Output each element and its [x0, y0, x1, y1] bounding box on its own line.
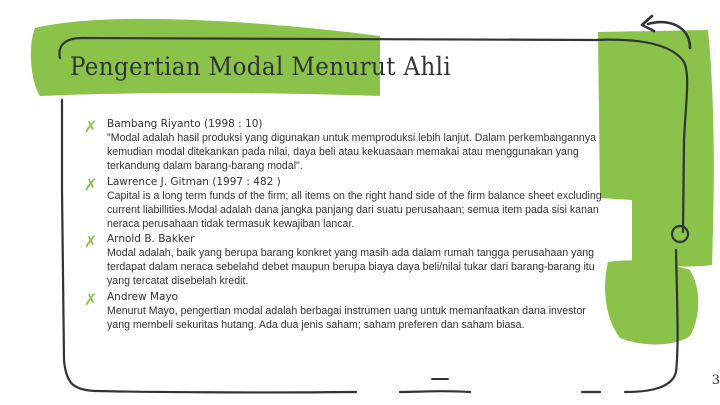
definition-text: Modal adalah, baik yang berupa barang konkret yang masih ada dalam rumah tangga perusahaan yang terdapat dalam neraca sebelahd debet maupun berupa biaya daya beli/nilai tukar dari barang-barang itu yang tercatat disebelah kredit. — [107, 247, 595, 287]
slide-title: Pengertian Modal Menurut Ahli — [70, 52, 452, 81]
author-name: Arnold B. Bakker — [107, 233, 195, 245]
definition-text: "Modal adalah hasil produksi yang digunakan untuk memproduksi lebih lanjut. Dalam perkembangannya kemudian modal ditekankan pada nilai, daya beli atau kekuasaan memakai atau menggunakan yang terkandung dalam barang-barang modal". — [107, 132, 597, 172]
cross-mark-icon: ✗ — [84, 290, 98, 309]
author-name: Andrew Mayo — [107, 291, 179, 303]
author-name: Lawrence J. Gitman (1997 : 482 ) — [107, 176, 281, 188]
green-blob-bottom-right — [605, 260, 698, 344]
green-blob-top-right — [598, 30, 714, 267]
definition-text: Capital is a long term funds of the firm; all items on the right hand side of the firm balance sheet excluding current liabillities.Modal adalah dana jangka panjang dari suatu perusahaan; semua item pada sisi kanan neraca perusahaan tidak termasuk kewajiban lancar. — [107, 190, 602, 230]
definition-text: Menurut Mayo, pengertian modal adalah berbagai instrumen uang untuk memanfaatkan dana investor yang membeli sekuritas hutang. Ada dua jenis saham; saham preferen dan saham biasa. — [107, 305, 586, 331]
author-name: Bambang Riyanto (1998 : 10) — [107, 118, 263, 130]
cross-mark-icon: ✗ — [84, 175, 98, 194]
page-number: 3 — [711, 373, 720, 388]
cross-mark-icon: ✗ — [84, 232, 98, 251]
cross-mark-icon: ✗ — [84, 117, 98, 136]
